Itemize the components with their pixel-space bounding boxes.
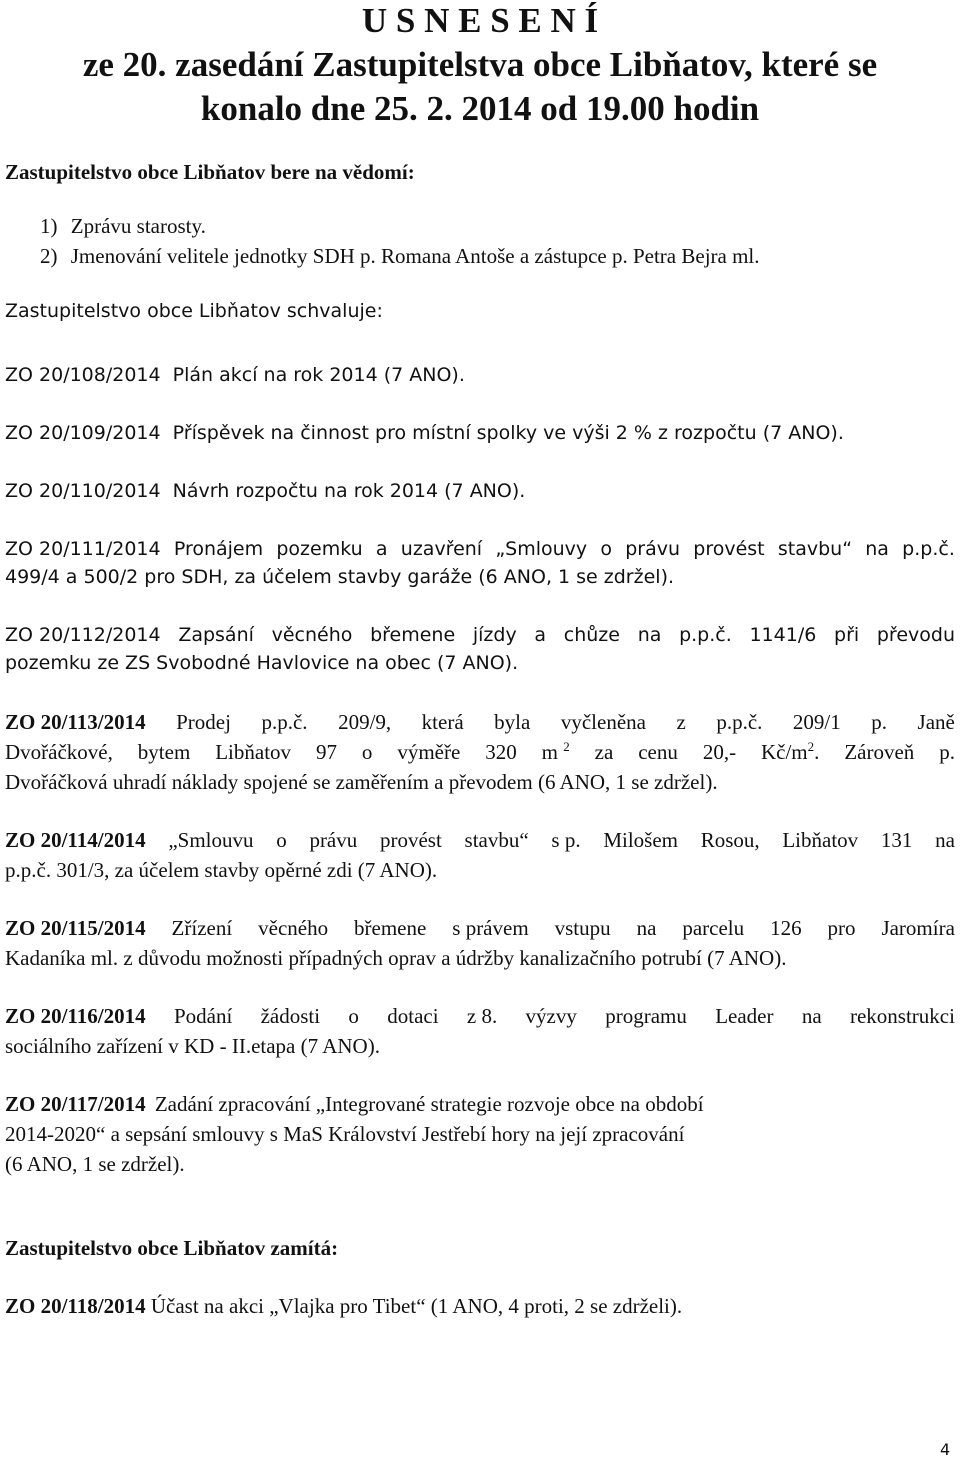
word: Libňatov bbox=[782, 828, 859, 852]
list-item bbox=[40, 244, 760, 269]
word: o bbox=[348, 1004, 359, 1028]
word: Janě bbox=[917, 710, 955, 734]
resolution-code: ZO 20/111/2014 bbox=[5, 538, 161, 560]
word: Libňatov bbox=[215, 740, 292, 764]
resolution-113-line-2 bbox=[5, 740, 955, 765]
document-title: U S N E S E N Í bbox=[361, 1, 599, 40]
word: za bbox=[594, 740, 614, 764]
word: p.p.č. bbox=[679, 624, 732, 646]
resolution-109 bbox=[5, 422, 844, 444]
word: Dvořáčkové, bbox=[5, 740, 113, 764]
resolution-116-line-1 bbox=[5, 1004, 955, 1029]
word: dotaci bbox=[387, 1004, 439, 1028]
resolution-112-line-1 bbox=[5, 624, 955, 646]
word: p. bbox=[871, 710, 888, 734]
word: o bbox=[361, 740, 373, 764]
word: na bbox=[637, 624, 662, 646]
word: Rosou, bbox=[700, 828, 760, 852]
area-unit bbox=[542, 740, 570, 765]
section-heading-schvaluje: Zastupitelstvo obce Libňatov schvaluje: bbox=[5, 300, 383, 322]
resolution-113-line-3: Dvořáčková uhradí náklady spojené se zaměřením a převodem (6 ANO, 1 se zdržel). bbox=[5, 770, 718, 794]
resolution-code: ZO 20/109/2014 bbox=[5, 422, 161, 444]
resolution-117-line-2: 2014-2020“ a sepsání smlouvy s MaS Království Jestřebí hory na její zpracování bbox=[5, 1122, 685, 1146]
word: právu bbox=[309, 828, 358, 852]
resolution-110 bbox=[5, 480, 525, 502]
word: cenu bbox=[638, 740, 678, 764]
resolution-114-line-1 bbox=[5, 828, 955, 853]
word: na bbox=[865, 538, 889, 560]
word: Milošem bbox=[603, 828, 678, 852]
word: s p. bbox=[551, 828, 581, 852]
resolution-text: Zadání zpracování „Integrované strategie rozvoje obce na období bbox=[154, 1092, 704, 1116]
resolution-116-line-2: sociálního zařízení v KD - II.etapa (7 ANO). bbox=[5, 1034, 380, 1058]
word: 126 bbox=[770, 916, 802, 940]
word: Pronájem bbox=[173, 538, 264, 560]
resolution-112-line-2: pozemku ze ZS Svobodné Havlovice na obec (7 ANO). bbox=[5, 652, 519, 674]
resolution-code: ZO 20/118/2014 bbox=[5, 1294, 146, 1318]
resolution-117-line-3: (6 ANO, 1 se zdržel). bbox=[5, 1152, 185, 1176]
resolution-code: ZO 20/113/2014 bbox=[5, 710, 146, 734]
word: věcného bbox=[271, 624, 353, 646]
word: p.p.č. bbox=[261, 710, 308, 734]
resolution-115-line-2: Kadaníka ml. z důvodu možnosti případných oprav a údržby kanalizačního potrubí (7 ANO). bbox=[5, 946, 787, 970]
resolution-code: ZO 20/115/2014 bbox=[5, 916, 146, 940]
resolution-108 bbox=[5, 364, 465, 386]
resolution-118 bbox=[5, 1294, 682, 1319]
word: s právem bbox=[452, 916, 529, 940]
word: pozemku bbox=[276, 538, 363, 560]
word: bytem bbox=[137, 740, 191, 764]
word: 97 bbox=[315, 740, 337, 764]
word: uzavření bbox=[400, 538, 483, 560]
price-unit bbox=[761, 740, 819, 765]
word: břemene bbox=[370, 624, 456, 646]
word: na bbox=[636, 916, 657, 940]
unit-text: m bbox=[541, 740, 558, 764]
list-item-text: Zprávu starosty. bbox=[70, 214, 206, 238]
word: p. bbox=[939, 740, 955, 764]
word: Jaromíra bbox=[881, 916, 955, 940]
word: žádosti bbox=[260, 1004, 321, 1028]
resolution-111-line-2: 499/4 a 500/2 pro SDH, za účelem stavby garáže (6 ANO, 1 se zdržel). bbox=[5, 566, 675, 588]
word: věcného bbox=[258, 916, 329, 940]
list-item-number: 1) bbox=[40, 214, 58, 238]
word: pro bbox=[827, 916, 856, 940]
word: provést bbox=[379, 828, 442, 852]
word: převodu bbox=[876, 624, 955, 646]
list-item-text: Jmenování velitele jednotky SDH p. Romana Antoše a zástupce p. Petra Bejra ml. bbox=[70, 244, 760, 268]
resolution-code: ZO 20/116/2014 bbox=[5, 1004, 146, 1028]
word: vstupu bbox=[554, 916, 611, 940]
word: „Smlouvy bbox=[495, 538, 588, 560]
word: Zároveň bbox=[844, 740, 915, 764]
word: právu bbox=[625, 538, 681, 560]
word: jízdy bbox=[472, 624, 517, 646]
word: která bbox=[421, 710, 464, 734]
section-heading-zamita: Zastupitelstvo obce Libňatov zamítá: bbox=[5, 1236, 339, 1260]
word: Podání bbox=[173, 1004, 233, 1028]
list-item bbox=[40, 214, 206, 239]
word: stavbu“ bbox=[464, 828, 529, 852]
word: Leader bbox=[715, 1004, 774, 1028]
resolution-117-line-1 bbox=[5, 1092, 704, 1117]
word: z 8. bbox=[466, 1004, 498, 1028]
word: byla bbox=[494, 710, 531, 734]
word: 209/9, bbox=[338, 710, 392, 734]
list-item-number: 2) bbox=[40, 244, 58, 268]
unit-exponent: 2 bbox=[563, 739, 570, 754]
resolution-114-line-2: p.p.č. 301/3, za účelem stavby opěrné zdi (7 ANO). bbox=[5, 858, 438, 882]
word: a bbox=[375, 538, 388, 560]
document-subtitle-line-1: ze 20. zasedání Zastupitelstva obce Libňatov, které se bbox=[82, 45, 878, 84]
word: 1141/6 bbox=[749, 624, 817, 646]
word: p.p.č. bbox=[902, 538, 955, 560]
word: 209/1 bbox=[792, 710, 841, 734]
resolution-111-line-1 bbox=[5, 538, 955, 560]
resolution-113-line-1 bbox=[5, 710, 955, 735]
word: stavbu“ bbox=[777, 538, 853, 560]
word: na bbox=[801, 1004, 822, 1028]
period: . bbox=[814, 740, 820, 764]
word: provést bbox=[693, 538, 765, 560]
word: o bbox=[276, 828, 287, 852]
word: výzvy bbox=[525, 1004, 577, 1028]
section-heading-bere: Zastupitelstvo obce Libňatov bere na vědomí: bbox=[5, 160, 415, 184]
resolution-text: Plán akcí na rok 2014 (7 ANO). bbox=[172, 364, 465, 386]
resolution-code: ZO 20/108/2014 bbox=[5, 364, 161, 386]
word: 131 bbox=[880, 828, 913, 852]
resolution-code: ZO 20/117/2014 bbox=[5, 1092, 146, 1116]
word: vyčleněna bbox=[560, 710, 646, 734]
word: parcelu bbox=[682, 916, 745, 940]
unit-exponent: 2 bbox=[807, 739, 815, 754]
word: programu bbox=[605, 1004, 687, 1028]
word: Prodej bbox=[176, 710, 231, 734]
word: p.p.č. bbox=[716, 710, 763, 734]
word: chůze bbox=[563, 624, 620, 646]
resolution-115-line-1 bbox=[5, 916, 955, 941]
word: břemene bbox=[354, 916, 427, 940]
resolution-code: ZO 20/112/2014 bbox=[5, 624, 161, 646]
word: a bbox=[534, 624, 547, 646]
word: z bbox=[676, 710, 686, 734]
word: na bbox=[935, 828, 955, 852]
currency-text: Kč/m bbox=[760, 740, 808, 764]
word: při bbox=[834, 624, 860, 646]
word: 320 bbox=[485, 740, 517, 764]
word: výměře bbox=[397, 740, 461, 764]
word: Zapsání bbox=[178, 624, 254, 646]
word: „Smlouvu bbox=[168, 828, 254, 852]
word: o bbox=[600, 538, 613, 560]
resolution-code: ZO 20/114/2014 bbox=[5, 828, 146, 852]
resolution-text: Návrh rozpočtu na rok 2014 (7 ANO). bbox=[172, 480, 526, 502]
document-subtitle-line-2: konalo dne 25. 2. 2014 od 19.00 hodin bbox=[200, 89, 760, 128]
page-number: 4 bbox=[940, 1440, 951, 1459]
resolution-code: ZO 20/110/2014 bbox=[5, 480, 161, 502]
word: rekonstrukci bbox=[849, 1004, 955, 1028]
word: Zřízení bbox=[171, 916, 233, 940]
resolution-text: Příspěvek na činnost pro místní spolky ve výši 2 % z rozpočtu (7 ANO). bbox=[172, 422, 844, 444]
resolution-text: Účast na akci „Vlajka pro Tibet“ (1 ANO, 4 proti, 2 se zdrželi). bbox=[150, 1294, 683, 1318]
word: 20,- bbox=[702, 740, 737, 764]
